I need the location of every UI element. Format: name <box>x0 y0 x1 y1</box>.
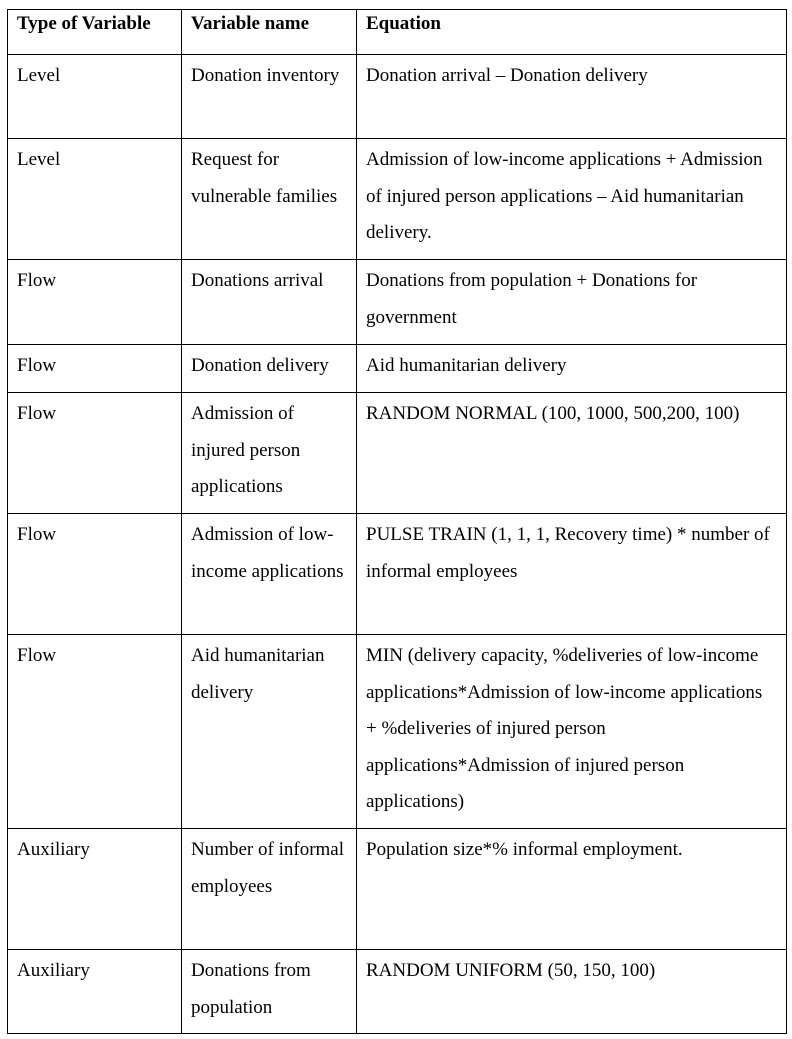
variables-table <box>7 9 787 1034</box>
table-row <box>8 139 787 260</box>
cell-equation: Admission of low-income applications + Admission of injured person applications – Aid humanitarian delivery. <box>357 139 787 260</box>
cell-type: Flow <box>8 260 182 345</box>
table-row <box>8 514 787 635</box>
cell-type: Level <box>8 55 182 139</box>
cell-variable-name: Donations from population <box>182 950 357 1034</box>
table-row <box>8 55 787 139</box>
cell-equation: RANDOM UNIFORM (50, 150, 100) <box>357 950 787 1034</box>
header-name: Variable name <box>182 10 357 55</box>
cell-type: Auxiliary <box>8 950 182 1034</box>
header-row <box>8 10 787 55</box>
header-type: Type of Variable <box>8 10 182 55</box>
cell-variable-name: Donations arrival <box>182 260 357 345</box>
cell-equation: PULSE TRAIN (1, 1, 1, Recovery time) * number of informal employees <box>357 514 787 635</box>
cell-type: Level <box>8 139 182 260</box>
table-row <box>8 345 787 393</box>
cell-variable-name: Number of informal employees <box>182 829 357 950</box>
table-row <box>8 393 787 514</box>
cell-variable-name: Donation inventory <box>182 55 357 139</box>
cell-type: Flow <box>8 393 182 514</box>
table-row <box>8 829 787 950</box>
cell-variable-name: Admission of low-income applications <box>182 514 357 635</box>
cell-equation: RANDOM NORMAL (100, 1000, 500,200, 100) <box>357 393 787 514</box>
cell-variable-name: Aid humanitarian delivery <box>182 635 357 829</box>
cell-equation: MIN (delivery capacity, %deliveries of low-income applications*Admission of low-income applications + %deliveries of injured person applications*Admission of injured person applications) <box>357 635 787 829</box>
cell-variable-name: Admission of injured person applications <box>182 393 357 514</box>
cell-equation: Population size*% informal employment. <box>357 829 787 950</box>
header-equation: Equation <box>357 10 787 55</box>
cell-type: Auxiliary <box>8 829 182 950</box>
cell-type: Flow <box>8 345 182 393</box>
cell-variable-name: Donation delivery <box>182 345 357 393</box>
cell-equation: Donations from population + Donations for government <box>357 260 787 345</box>
table-row <box>8 950 787 1034</box>
cell-variable-name: Request for vulnerable families <box>182 139 357 260</box>
cell-equation: Aid humanitarian delivery <box>357 345 787 393</box>
cell-equation: Donation arrival – Donation delivery <box>357 55 787 139</box>
table-row <box>8 260 787 345</box>
table-row <box>8 635 787 829</box>
cell-type: Flow <box>8 635 182 829</box>
cell-type: Flow <box>8 514 182 635</box>
